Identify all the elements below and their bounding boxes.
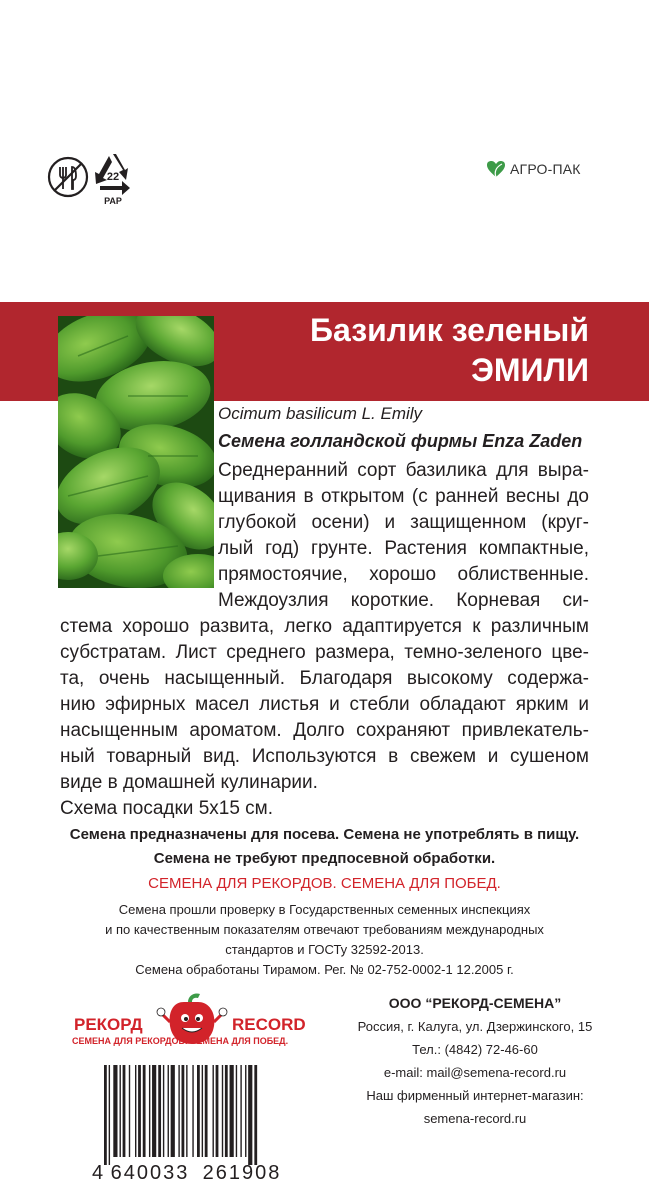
no-food-icon [46,155,90,199]
barcode-bar [168,1065,169,1157]
barcode-bar [186,1065,187,1157]
barcode-bar [129,1065,130,1157]
company-email: e-mail: mail@semena-record.ru [383,1065,567,1080]
description-line: Среднеранний сорт базилика для выра- [218,460,589,481]
description-line: субстратам. Лист среднего размера, темно-зеленого цве- [60,642,589,663]
treatment-note: Семена не требуют предпосевной обработки. [153,850,496,867]
barcode-bar [240,1065,241,1157]
company-address: Россия, г. Калуга, ул. Дзержинского, 15 [357,1019,593,1034]
description-line: глубокой осени) и защищенном (круг- [218,512,589,533]
recycle-label: PAP [104,196,122,206]
heart-leaf-icon [486,160,506,178]
barcode-bar [123,1065,126,1157]
barcode-bar [225,1065,228,1157]
barcode-bar [143,1065,146,1157]
basil-photo [58,316,214,588]
barcode-bar [138,1065,141,1157]
barcode-bar [230,1065,234,1157]
barcode-bar [163,1065,164,1157]
product-title [310,310,589,390]
barcode-bar [104,1065,107,1165]
recycle-icon [92,150,134,206]
barcode-bar [109,1065,110,1165]
barcode-bar [248,1065,252,1165]
barcode-bars [104,1065,257,1165]
certification-line: Семена прошли проверку в Государственных семенных инспекциях [118,902,531,917]
logo-text-left: РЕКОРД [74,1015,143,1034]
agro-pak-label: АГРО-ПАК [510,161,581,177]
description-line: лый год) грунте. Растения компактные, [218,538,589,559]
barcode-bar [197,1065,200,1157]
barcode-bar [245,1065,246,1157]
barcode-bar [178,1065,179,1157]
barcode-first-digit: 4 [92,1162,104,1183]
agro-pak-logo [486,160,581,178]
seed-origin: Семена голландской фирмы Enza Zaden [218,431,583,451]
title-line-1: Базилик зеленый [310,312,589,348]
logo-text-right: RECORD [232,1015,306,1034]
latin-name: Ocimum basilicum L. Emily [218,404,423,423]
certification-line: Семена обработаны Тирамом. Рег. № 02-752-0002-1 12.2005 г. [135,962,514,977]
shop-url: semena-record.ru [423,1111,527,1126]
barcode-bar [158,1065,161,1157]
barcode-bar [152,1065,156,1157]
sowing-warning: Семена предназначены для посева. Семена не употреблять в пищу. [69,826,580,843]
description-line: виде в домашней кулинарии. [60,772,318,793]
barcode-bar [236,1065,237,1157]
description-line: нию эфирных масел листья и стебли обладают ярким и [60,694,589,715]
barcode-group-1: 640033 [110,1162,190,1183]
brand-slogan: СЕМЕНА ДЛЯ РЕКОРДОВ. СЕМЕНА ДЛЯ ПОБЕД. [148,875,501,892]
description-line: та, очень насыщенный. Благодаря высокому содержа- [60,668,589,689]
certification-line: стандартов и ГОСТу 32592-2013. [225,942,424,957]
description-line: ный товарный вид. Используются в свежем и сушеном [60,746,589,767]
barcode-bar [202,1065,203,1157]
description-line: Междоузлия короткие. Корневая си- [218,590,589,611]
barcode-bar [135,1065,136,1157]
barcode-group-2: 261908 [202,1162,282,1183]
barcode-bar [205,1065,208,1157]
recycle-code: 22 [106,171,120,183]
title-line-2: ЭМИЛИ [471,352,589,388]
barcode-bar [192,1065,193,1157]
barcode-bar [149,1065,150,1157]
planting-scheme: Схема посадки 5x15 см. [60,798,274,819]
barcode-bar [182,1065,185,1157]
company-info [325,992,625,1130]
barcode-bar [113,1065,117,1157]
barcode-bar [216,1065,219,1157]
description-line: стема хорошо развита, легко адаптируется к различным [60,616,589,637]
barcode-bar [171,1065,175,1157]
description-line: прямостоячие, хорошо облиственные. [218,564,589,585]
logo-slogan: СЕМЕНА ДЛЯ РЕКОРДОВ. СЕМЕНА ДЛЯ ПОБЕД. [72,1036,289,1046]
barcode-bar [222,1065,223,1157]
barcode [90,1063,300,1183]
certification-line: и по качественным показателям отвечают требованиям международных [105,922,544,937]
barcode-bar [213,1065,214,1157]
company-phone: Тел.: (4842) 72-46-60 [412,1042,538,1057]
barcode-bar [254,1065,257,1165]
description-line: щивания в открытом (с ранней весны до [218,486,589,507]
barcode-bar [120,1065,121,1157]
company-name: ООО “РЕКОРД-СЕМЕНА” [388,995,562,1011]
description-line: насыщенным ароматом. Долго сохраняют привлекатель- [60,720,589,741]
shop-label: Наш фирменный интернет-магазин: [366,1088,584,1103]
